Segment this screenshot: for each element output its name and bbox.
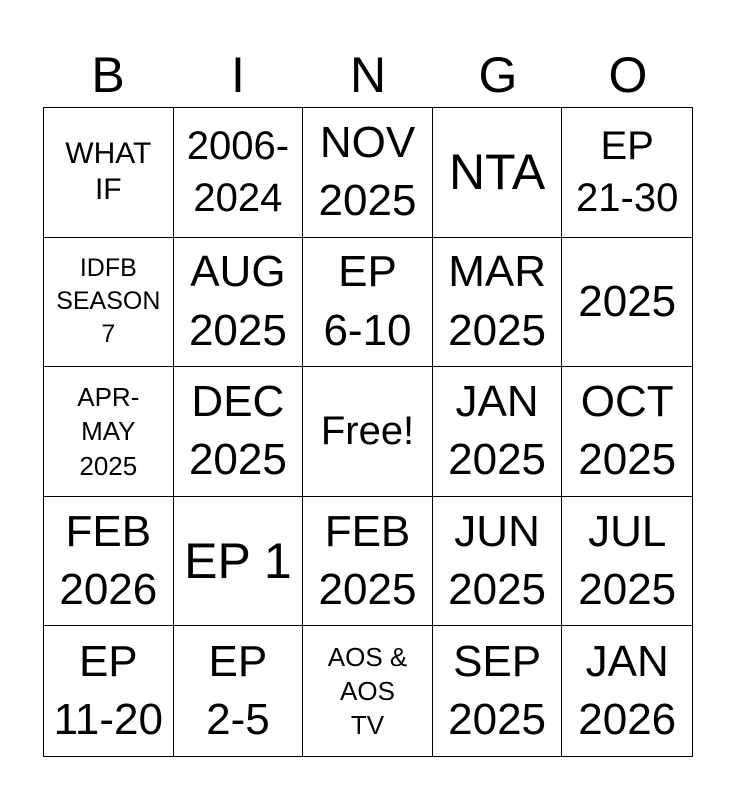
- bingo-cell-r5-c2[interactable]: [174, 626, 304, 756]
- cell-text: SEP 2025: [448, 636, 547, 745]
- bingo-cell-r3-c3[interactable]: [303, 367, 433, 497]
- cell-text: JAN 2025: [448, 376, 547, 485]
- bingo-cell-r2-c5[interactable]: [562, 238, 692, 368]
- cell-text: MAR 2025: [448, 247, 547, 355]
- free-space-text: Free!: [320, 409, 415, 454]
- bingo-cell-r4-c2[interactable]: [174, 497, 304, 627]
- cell-text: EP 1: [184, 532, 292, 589]
- bingo-cell-r2-c2[interactable]: [174, 238, 304, 368]
- cell-text: NOV 2025: [318, 117, 417, 226]
- bingo-cell-r3-c1[interactable]: [44, 367, 174, 497]
- cell-text: EP 2-5: [206, 636, 270, 745]
- bingo-cell-r1-c3[interactable]: [303, 108, 433, 238]
- bingo-cell-r3-c2[interactable]: [174, 367, 304, 497]
- header-letter-n: N: [349, 47, 387, 103]
- bingo-cell-r4-c4[interactable]: [433, 497, 563, 627]
- cell-text: JUL 2025: [578, 506, 677, 615]
- bingo-cell-r2-c4[interactable]: [433, 238, 563, 368]
- cell-text: 2006- 2024: [186, 124, 290, 221]
- cell-text: JAN 2026: [578, 636, 677, 745]
- bingo-cell-r5-c5[interactable]: [562, 626, 692, 756]
- bingo-cell-r5-c3[interactable]: [303, 626, 433, 756]
- cell-text: AOS & AOS TV: [327, 641, 408, 741]
- cell-text: EP 6-10: [323, 247, 412, 355]
- bingo-cell-r3-c4[interactable]: [433, 367, 563, 497]
- bingo-cell-r1-c1[interactable]: [44, 108, 174, 238]
- header-letter-i: I: [231, 47, 245, 103]
- bingo-board: [43, 107, 693, 757]
- bingo-cell-r2-c1[interactable]: [44, 238, 174, 368]
- cell-text: NTA: [448, 143, 546, 200]
- bingo-cell-r1-c5[interactable]: [562, 108, 692, 238]
- cell-text: DEC 2025: [188, 376, 287, 485]
- cell-text: FEB 2025: [318, 506, 417, 615]
- cell-text: WHAT IF: [65, 137, 152, 207]
- bingo-cell-r1-c2[interactable]: [174, 108, 304, 238]
- header-letter-b: B: [91, 47, 125, 103]
- bingo-header: [43, 44, 693, 106]
- bingo-cell-r4-c1[interactable]: [44, 497, 174, 627]
- cell-text: EP 21-30: [576, 124, 679, 221]
- bingo-cell-r4-c3[interactable]: [303, 497, 433, 627]
- header-letter-o: O: [608, 47, 648, 103]
- bingo-cell-r5-c1[interactable]: [44, 626, 174, 756]
- cell-text: 2025: [578, 276, 677, 326]
- bingo-cell-r1-c4[interactable]: [433, 108, 563, 238]
- cell-text: AUG 2025: [188, 247, 287, 355]
- cell-text: EP 11-20: [53, 636, 163, 745]
- cell-text: FEB 2026: [59, 506, 158, 615]
- cell-text: IDFB SEASON 7: [56, 254, 161, 349]
- cell-text: APR- MAY 2025: [77, 382, 140, 481]
- bingo-cell-r4-c5[interactable]: [562, 497, 692, 627]
- bingo-cell-r2-c3[interactable]: [303, 238, 433, 368]
- cell-text: JUN 2025: [448, 506, 547, 615]
- bingo-cell-r3-c5[interactable]: [562, 367, 692, 497]
- header-letter-g: G: [478, 47, 518, 103]
- bingo-cell-r5-c4[interactable]: [433, 626, 563, 756]
- cell-text: OCT 2025: [578, 376, 677, 485]
